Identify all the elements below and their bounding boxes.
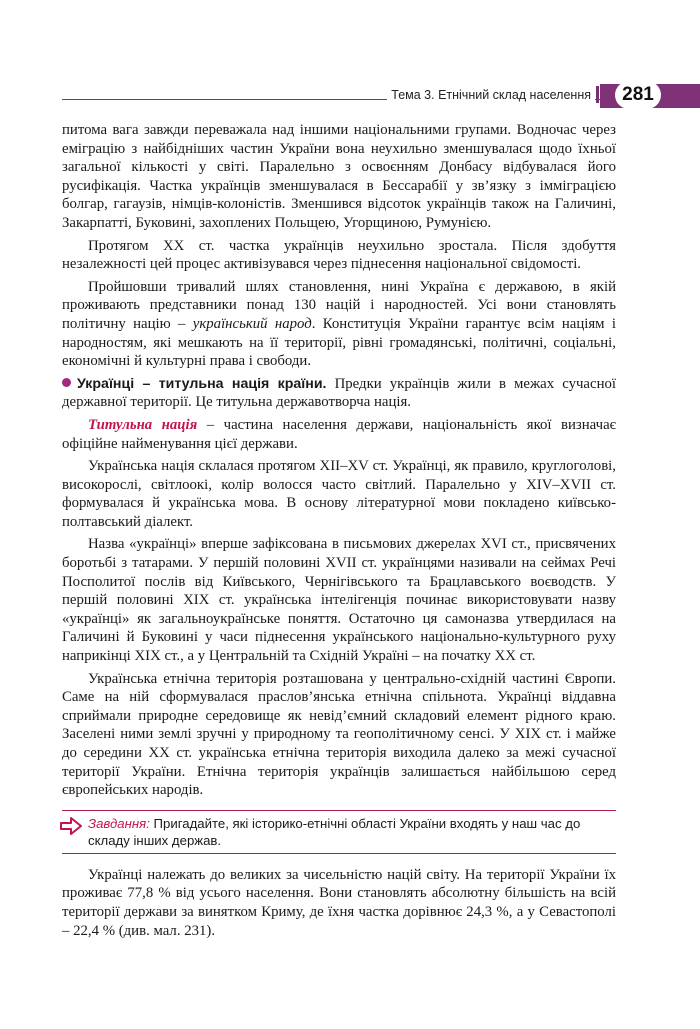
definition-term: Титульна нація: [88, 416, 198, 433]
header-separator: [596, 86, 599, 103]
paragraph-3-italic: український народ: [192, 315, 312, 332]
definition-paragraph: [62, 416, 616, 453]
page-content: [62, 121, 616, 944]
arrow-icon: [60, 817, 82, 835]
section-text: Предки українців жили в межах сучасної державної території. Це титульна державотворча нація.: [62, 375, 616, 411]
paragraph-7: Українці належать до великих за чисельністю націй світу. На території України їх проживає 77,8 % від усього населення. Вони становлять абсолютну більшість на всій території держави за винятком Криму, де їхня частка дорівнює 24,3 %, а у Севастополі – 22,4 % (див. мал. 231).: [62, 866, 616, 939]
task-text: Пригадайте, які історико-етнічні області України входять у наш час до складу інших держав.: [88, 815, 581, 848]
section-heading: Українці – титульна нація країни.: [77, 375, 327, 392]
paragraph-4: Українська нація склалася протягом XII–XV ст. Українці, як правило, круглоголові, високорослі, світлоокі, колір волосся часто світлий. Паралельно у XIV–XVII ст. формувалася й українська мова. В основу літературної мови покладено київсько-полтавський діалект.: [62, 458, 616, 530]
bullet-icon: [62, 378, 71, 387]
page-number: 281: [615, 81, 661, 109]
task-box: [62, 810, 616, 854]
paragraph-2: Протягом ХХ ст. частка українців неухильно зростала. Після здобуття незалежності цей процес активізувався через піднесення національної свідомості.: [62, 237, 616, 273]
paragraph-5: Назва «українці» вперше зафіксована в письмових джерелах XVI ст., присвячених боротьбі з татарами. У першій половині XVII ст. українцями називали на сеймах Речі Посполитої послів від Київського, Чернігівського та Брацлавського воєводств. У першій половині XIX ст. українська інтелігенція починає використовувати назву «українці» як загальноукраїнське поняття. Остаточно ця самоназва утвердилася на Галичині й Буковині у часи піднесення українського національно-культурного руху наприкінці XIX ст., а у Центральній та Східній Україні – на початку XX ст.: [62, 536, 616, 665]
paragraph-3-end: . Конституція України гарантує всім націям і народностям, які мешкають на її території, рівні громадянські, політичні, соціальні, економічні й культурні права і свободи.: [62, 315, 616, 370]
paragraph-3-start: Пройшовши тривалий шлях становлення, нині Україна є державою, в якій проживають представники понад 130 націй і народностей. Усі вони становлять політичну націю –: [62, 278, 616, 332]
task-label: Завдання:: [88, 815, 150, 831]
header-title: Тема 3. Етнічний склад населення: [387, 88, 595, 102]
definition-text: – частина населення держави, національність якої визначає офіційне найменування цієї держави.: [62, 416, 616, 452]
paragraph-6: Українська етнічна територія розташована у центрально-східній частині Європи. Саме на ній сформувалася праслов’янська етнічна спільнота. Українці віддавна сприймали природне середовище як невід’ємний складовий елемент рідного краю. Заселені ними землі зручні у природному та геополітичному сенсі. У XIX ст. і майже до середини XX ст. українська етнічна територія виходила далеко за межі сучасної території України. Етнічна територія українців залишається найбільшою серед європейських народів.: [62, 670, 616, 799]
paragraph-3: [62, 278, 616, 371]
section-paragraph: [62, 375, 616, 412]
paragraph-1: питома вага завжди переважала над іншими національними групами. Водночас через еміграцію з найбідніших частин України вона неухильно зменшувалася щодо їхньої загальної кількості у світі. Паралельно з освоєнням Донбасу відбувалася його русифікація. Частка українців зменшувалася в Бессарабії у зв’язку з імміграцією болгар, гагаузів, німців-колоністів. Зменшився відсоток українців також на Галичині, Закарпатті, Буковині, захоплених Польщею, Угорщиною, Румунією.: [62, 122, 616, 231]
